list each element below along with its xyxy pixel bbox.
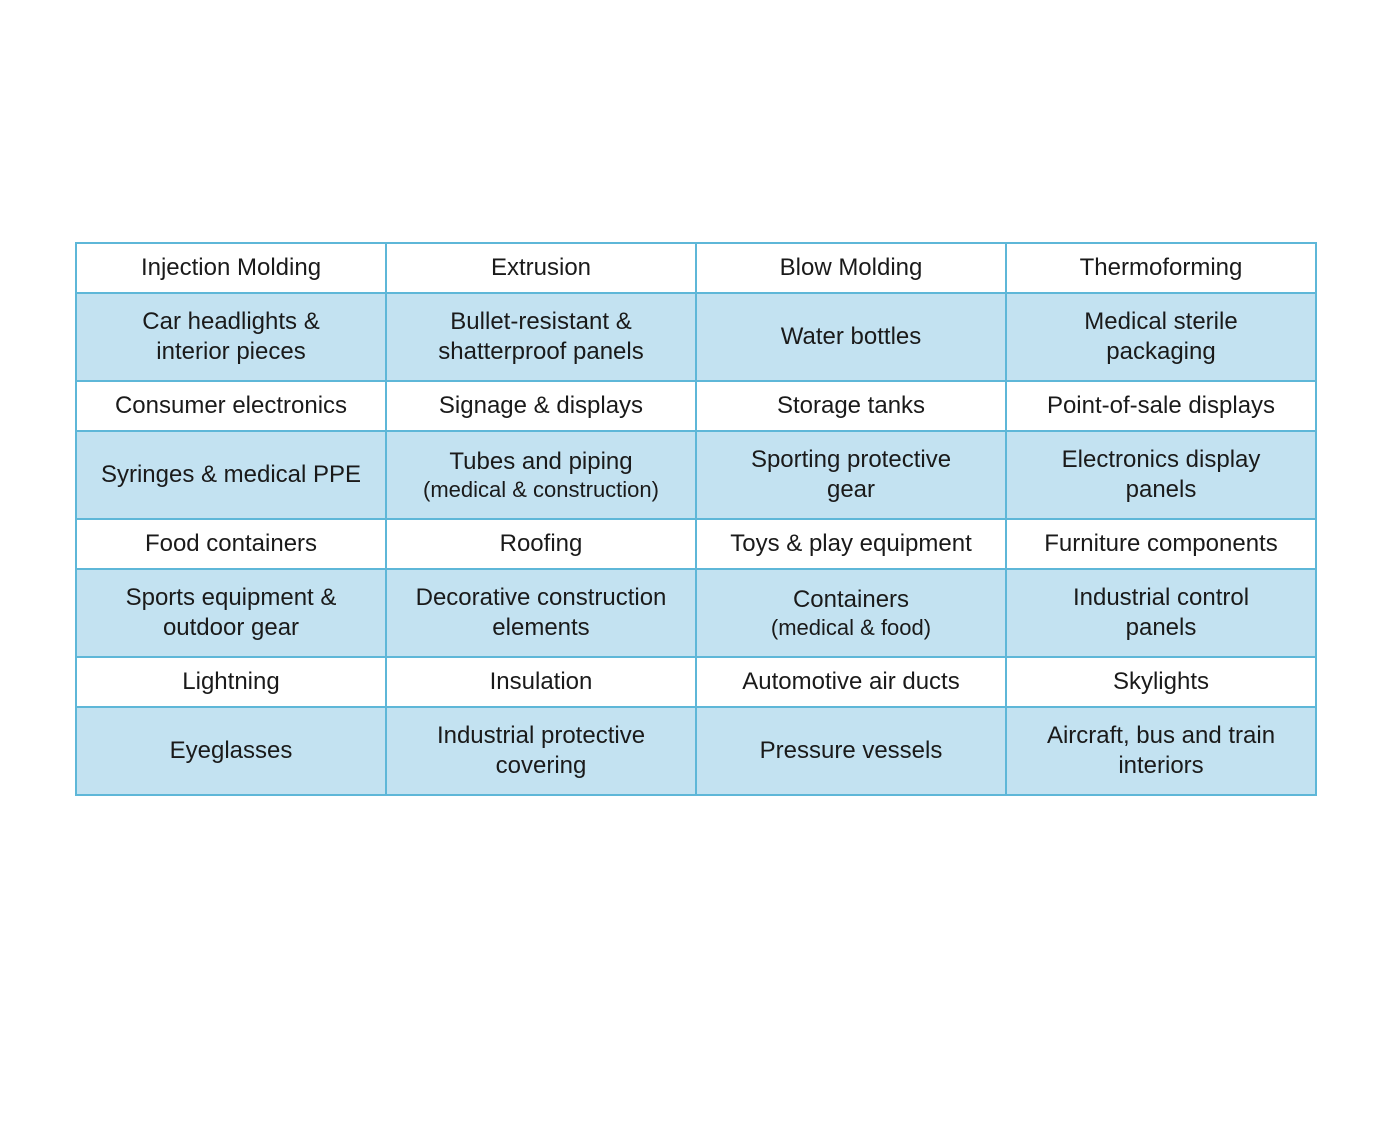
table-cell <box>1006 657 1316 707</box>
cell-text-line: Car headlights & <box>142 308 320 335</box>
table-cell <box>76 569 386 657</box>
cell-subtext: (medical & food) <box>770 615 932 640</box>
cell-text-line: Decorative construction <box>415 584 667 611</box>
cell-text-line: Extrusion <box>490 254 592 281</box>
table-cell <box>1006 519 1316 569</box>
cell-text-line: Signage & displays <box>438 392 644 419</box>
cell-text-line: Syringes & medical PPE <box>100 461 362 488</box>
table-row <box>76 569 1316 657</box>
table-row <box>76 519 1316 569</box>
table-cell <box>76 519 386 569</box>
cell-text-line: interior pieces <box>156 338 306 365</box>
table-cell <box>386 381 696 431</box>
table-cell <box>76 707 386 795</box>
cell-text-line: Insulation <box>489 668 593 695</box>
cell-text-line: Thermoforming <box>1079 254 1243 281</box>
cell-text-line: Furniture components <box>1044 530 1278 557</box>
cell-text-line: shatterproof panels <box>438 338 644 365</box>
cell-text-line: panels <box>1125 614 1197 641</box>
cell-text-line: elements <box>492 614 590 641</box>
cell-text-line: panels <box>1125 476 1197 503</box>
table-cell <box>386 243 696 293</box>
cell-text-line: Injection Molding <box>140 254 322 281</box>
table-cell <box>696 707 1006 795</box>
cell-subtext: (medical & construction) <box>423 477 659 502</box>
table-cell <box>76 293 386 381</box>
cell-text-line: Skylights <box>1112 668 1210 695</box>
table-row <box>76 657 1316 707</box>
cell-text-line: Automotive air ducts <box>742 668 960 695</box>
table-cell <box>1006 569 1316 657</box>
table-cell <box>1006 381 1316 431</box>
cell-text-line: covering <box>495 752 587 779</box>
cell-text-line: Consumer electronics <box>114 392 348 419</box>
table-cell <box>1006 293 1316 381</box>
table-cell <box>76 381 386 431</box>
cell-text-line: Sports equipment & <box>125 584 337 611</box>
cell-text-line: Pressure vessels <box>759 737 943 764</box>
cell-text-line: Food containers <box>144 530 318 557</box>
cell-text-line: Eyeglasses <box>169 737 293 764</box>
table-cell <box>386 707 696 795</box>
cell-text-line: Water bottles <box>780 323 922 350</box>
table-row <box>76 243 1316 293</box>
table-row <box>76 293 1316 381</box>
table-cell <box>696 657 1006 707</box>
applications-table-container <box>75 242 1317 796</box>
table-row <box>76 707 1316 795</box>
table-cell <box>696 431 1006 519</box>
table-cell <box>1006 243 1316 293</box>
cell-text-line: Sporting protective <box>750 446 952 473</box>
table-row <box>76 431 1316 519</box>
cell-text-line: Aircraft, bus and train <box>1046 722 1276 749</box>
table-row <box>76 381 1316 431</box>
cell-text-line: Roofing <box>499 530 583 557</box>
table-cell <box>696 519 1006 569</box>
table-cell <box>696 293 1006 381</box>
table-cell <box>1006 431 1316 519</box>
table-cell <box>386 519 696 569</box>
cell-text-line: Industrial protective <box>436 722 646 749</box>
cell-text-line: Bullet-resistant & <box>450 308 632 335</box>
cell-text-line: Electronics display <box>1061 446 1261 473</box>
table-cell <box>386 431 696 519</box>
cell-text-line: gear <box>826 476 876 503</box>
cell-text-line: Tubes and piping <box>449 448 633 475</box>
table-cell <box>696 381 1006 431</box>
table-cell <box>696 243 1006 293</box>
table-cell <box>1006 707 1316 795</box>
table-cell <box>386 657 696 707</box>
table-cell <box>76 431 386 519</box>
cell-text-line: Toys & play equipment <box>730 530 972 557</box>
table-cell <box>696 569 1006 657</box>
cell-text-line: Medical sterile <box>1084 308 1238 335</box>
table-cell <box>386 293 696 381</box>
cell-text-line: interiors <box>1118 752 1204 779</box>
table-body <box>76 243 1316 795</box>
cell-text-line: Containers <box>792 586 910 613</box>
cell-text-line: Lightning <box>182 668 280 695</box>
cell-text-line: Point-of-sale displays <box>1046 392 1276 419</box>
table-cell <box>386 569 696 657</box>
table-cell <box>76 243 386 293</box>
applications-table <box>75 242 1317 796</box>
cell-text-line: packaging <box>1106 338 1216 365</box>
cell-text-line: outdoor gear <box>162 614 300 641</box>
cell-text-line: Industrial control <box>1072 584 1250 611</box>
cell-text-line: Storage tanks <box>776 392 926 419</box>
table-cell <box>76 657 386 707</box>
cell-text-line: Blow Molding <box>779 254 923 281</box>
